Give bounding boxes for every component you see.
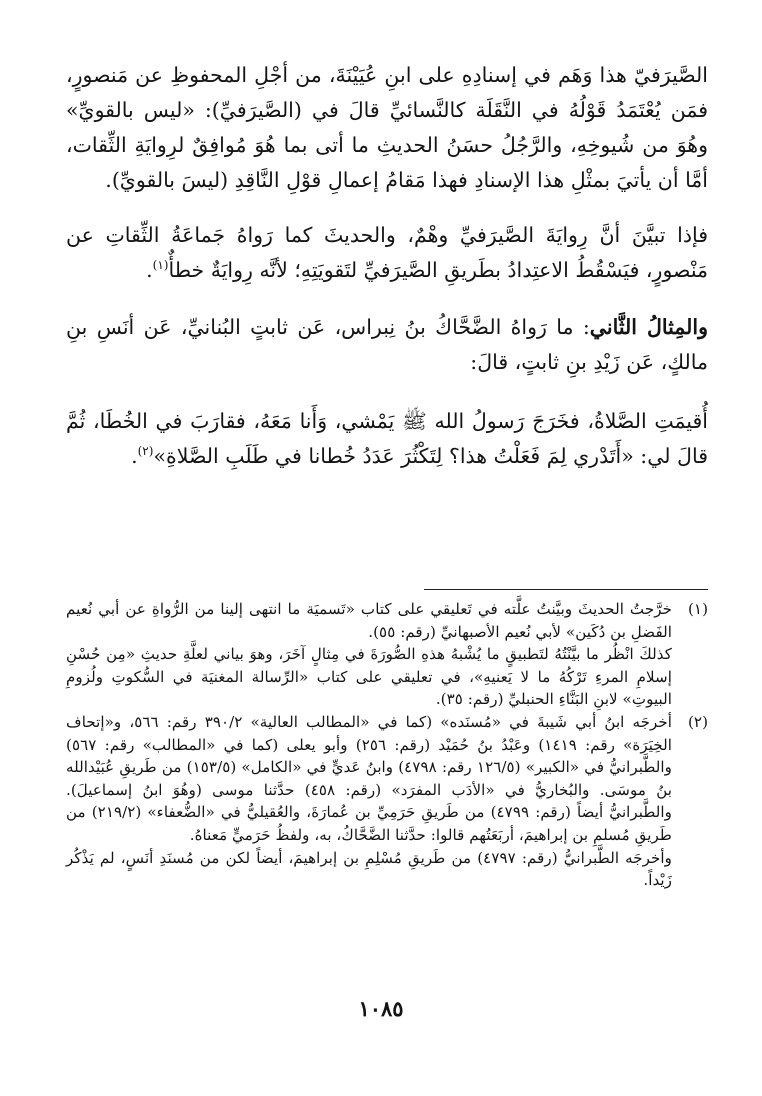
footnote-paragraph: أخرجَه ابنُ أبي شَيبةَ في «مُسنَده» (كما في «المطالب العالية» ٣٩٠/٢ رقم: ٥٦٦، و«إتحاف الخِيَرَة» رقم: ١٤١٩) وعَبْدُ بنُ حُمَيْد (رقم: ٢٥٦) وأبو يعلى (كما في «المطالب» رقم: ٥٦٧) والطَّبرانيُّ في «الكبير» (١٢٦/٥ رقم: ٤٧٩٨) وابنُ عَديٍّ في «الكامل» (١٥٣/٥) من طَريقِ عُبَيْدالله بنُ موسَى. والبُخاريُّ في «الأدَب المفرَد» (رقم: ٤٥٨) حدَّثنا موسى (وهُوَ ابنُ إسماعيلَ). والطَّبرانيُّ أيضاً (رقم: ٤٧٩٩) من طَريقِ حَرَمِيِّ بن عُمارَةَ، والعُقيليُّ في «الضُّعفاء» (٢١٩/٢) من طَريقِ مُسلمِ بن إبراهيمَ، أربَعَتُهم قالوا: حدَّثنا الضَّحَّاكُ، به، ولفظُ حَرَميٍّ مَعناهُ. [66,712,672,844]
footnote-paragraph: وأخرجَه الطَّبرانيُّ (رقم: ٤٧٩٧) من طَريقِ مُسْلِمِ بن إبراهيمَ، أيضاً لكن من مُسنَدِ أنَسٍ، لم يَذْكُر زَيْداً. [66,848,672,890]
footnote-number: (٢) [687,712,708,731]
footnote-body [66,711,672,892]
paragraph-3 [66,310,708,380]
hadith-body: أُقيمَتِ الصَّلاةُ، فخَرَجَ رَسولُ الله ﷺ يَمْشي، وَأَنا مَعَهُ، فقارَبَ في الخُطَا، ثُمَّ قالَ لي: «أَتَدْري لِمَ فَعَلْتُ هذا؟ لِتَكْثُرَ عَدَدُ خُطانا في طَلَبِ الصَّلاةِ» [66,409,708,468]
footnote-paragraph: خرَّجتُ الحديثَ وبيَّنتُ علَّته في تَعليقي على كتاب «تَسميَة ما انتهى إلينا من الرُّواةِ عن أبي نُعيم الفَضلِ بن دُكَين» لأبي نُعيم الأصبهانيِّ (رقم: ٥٥). [66,600,672,641]
page-number: ١٠٨٥ [358,996,404,1021]
paragraph-2: فإذا تبيَّنَ أنَّ رِوايَةَ الصَّيرَفيِّ وهْمٌ، والحديثَ كما رَواهُ جَماعَةُ الثِّقاتِ عن مَنْصورٍ، فيَسْقُطُ الاعتِدادُ بطَريقِ الصَّيرَفيِّ لتَقويَتِهِ؛ لأنَّه رِوايَةٌ خطأٌ$^{(١)}$. [66,223,708,282]
footnote-ref-2[interactable]: (٢) [137,444,154,459]
footnote-2 [66,711,708,892]
footnote-separator [424,589,708,590]
example-heading: والمِثالُ الثَّاني [589,315,708,339]
footnotes [66,598,708,892]
footnote-ref-1[interactable]: (١) [152,258,169,273]
main-text [66,58,708,496]
footnote-body [66,598,672,711]
footnote-paragraph: كذلكَ انْظُر ما بيَّنْتُهُ لتَطبيقٍ ما يُشْبهُ هذهِ الصُّورَةَ في مِثالٍ آخَرَ، وهوَ بياني لعلَّةِ حديثِ «مِن حُسْنِ إسلامِ المرءِ تَرْكُهُ ما لا يَعنيهِ»، في تعليقي على كتاب «الرِّسالة المغنيَة في السُّكوتِ ولُزومِ البيوتِ» لابنِ البَنَّاءِ الحنبليِّ (رقم: ٣٥). [66,645,672,709]
paragraph-1: الصَّيرَفيّ هذا وَهَم في إسنادِهِ على ابنِ عُيَيْنَةَ، من أجْلِ المحفوظِ عن مَنصورٍ، فمَن يُعْتَمَدُ قَوْلُهُ في النَّقَلَة كالنَّسائيِّ قالَ في (الصَّيرَفيِّ): «ليس بالقويِّ» وهُوَ من شُيوخِهِ، والرَّجُلُ حسَنُ الحديثِ ما أتى بما هُوَ مُوافِقٌ لرِوايَةِ الثِّقات، أمَّا أن يأتيَ بمثْلِ هذا الإسنادِ فهذا مَقامُ إعمالِ قوْلِ النَّاقِدِ (ليسَ بالقويِّ). [66,63,708,192]
hadith-end: . [131,444,138,468]
footnote-number: (١) [687,600,708,618]
hadith-text [66,404,708,474]
paragraph-2-text: فإذا تبيَّنَ أنَّ رِوايَةَ الصَّيرَفيِّ وهْمٌ، والحديثَ كما رَواهُ جَماعَةُ الثِّقاتِ عن مَنْصورٍ، فيَسْقُطُ الاعتِدادُ بطَريقِ الصَّيرَفيِّ لتَقويَتِهِ؛ لأنَّه رِوايَةٌ خطأٌ [66,223,708,282]
paragraph-3-text: : ما رَواهُ الضَّحَّاكُ بنُ نِبراس، عَن ثابتٍ البُنانيِّ، عَن أنَسِ بنِ مالكٍ، عَن زَيْدِ بنِ ثابتٍ، قالَ: [66,315,708,374]
footnote-1 [66,598,708,711]
